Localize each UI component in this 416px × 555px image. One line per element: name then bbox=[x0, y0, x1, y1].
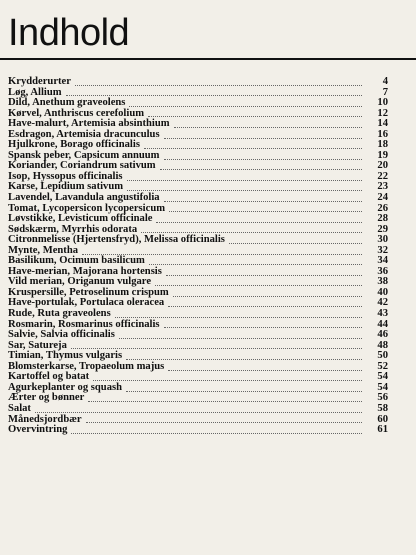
toc-entry-label: Vild merian, Origanum vulgare bbox=[8, 276, 152, 288]
table-of-contents bbox=[8, 77, 388, 436]
toc-entry-page: 42 bbox=[377, 297, 388, 309]
toc-entry-page: 52 bbox=[377, 360, 388, 372]
toc-leader-dots bbox=[86, 422, 362, 423]
toc-entry-label: Mynte, Mentha bbox=[8, 244, 79, 256]
toc-entry bbox=[8, 193, 388, 204]
toc-entry-label: Koriander, Coriandrum sativum bbox=[8, 160, 156, 172]
toc-entry-page: 24 bbox=[377, 192, 388, 204]
toc-leader-dots bbox=[156, 222, 362, 223]
toc-leader-dots bbox=[115, 317, 362, 318]
toc-entry-label: Salvie, Salvia officinalis bbox=[8, 329, 115, 341]
toc-entry-page: 38 bbox=[377, 276, 388, 288]
toc-leader-dots bbox=[166, 275, 362, 276]
toc-entry-label: Kørvel, Anthriscus cerefolium bbox=[8, 107, 145, 119]
toc-entry-page: 4 bbox=[382, 76, 388, 87]
toc-entry-label: Rosmarin, Rosmarinus officinalis bbox=[8, 318, 160, 330]
toc-leader-dots bbox=[129, 106, 362, 107]
toc-entry-label: Blomsterkarse, Tropaeolum majus bbox=[8, 360, 165, 372]
toc-entry-page: 32 bbox=[377, 244, 388, 256]
toc-leader-dots bbox=[164, 159, 362, 160]
toc-entry-label: Basilikum, Ocimum basilicum bbox=[8, 255, 145, 267]
toc-entry-page: 10 bbox=[377, 97, 388, 109]
toc-entry-page: 50 bbox=[377, 350, 388, 362]
toc-entry bbox=[8, 309, 388, 320]
toc-entry-page: 16 bbox=[377, 128, 388, 140]
toc-entry-page: 43 bbox=[377, 308, 388, 320]
toc-entry-label: Sar, Satureja bbox=[8, 339, 67, 351]
toc-entry-label: Isop, Hyssopus officinalis bbox=[8, 170, 123, 182]
toc-entry-page: 54 bbox=[377, 371, 388, 383]
toc-entry-page: 23 bbox=[377, 181, 388, 193]
toc-leader-dots bbox=[164, 327, 362, 328]
toc-entry-page: 18 bbox=[377, 139, 388, 151]
toc-leader-dots bbox=[71, 348, 362, 349]
toc-leader-dots bbox=[93, 380, 362, 381]
toc-leader-dots bbox=[168, 370, 362, 371]
toc-entry-page: 36 bbox=[377, 265, 388, 277]
toc-leader-dots bbox=[88, 401, 362, 402]
toc-entry-label: Timian, Thymus vulgaris bbox=[8, 350, 123, 362]
toc-leader-dots bbox=[164, 138, 362, 139]
toc-entry-label: Månedsjordbær bbox=[8, 413, 82, 425]
toc-entry-page: 61 bbox=[377, 424, 388, 436]
toc-leader-dots bbox=[82, 254, 362, 255]
toc-entry bbox=[8, 77, 388, 88]
toc-leader-dots bbox=[148, 116, 362, 117]
page-title: Indhold bbox=[8, 12, 130, 54]
toc-leader-dots bbox=[35, 412, 362, 413]
toc-entry-label: Hjulkrone, Borago officinalis bbox=[8, 139, 140, 151]
toc-leader-dots bbox=[144, 148, 362, 149]
toc-entry-label: Spansk peber, Capsicum annuum bbox=[8, 149, 160, 161]
toc-entry-page: 28 bbox=[377, 213, 388, 225]
toc-entry-label: Overvintring bbox=[8, 424, 68, 436]
toc-entry-page: 7 bbox=[382, 86, 388, 98]
toc-entry-page: 19 bbox=[377, 149, 388, 161]
toc-entry-label: Kruspersille, Petroselinum crispum bbox=[8, 286, 169, 298]
toc-leader-dots bbox=[149, 264, 362, 265]
toc-entry-page: 56 bbox=[377, 392, 388, 404]
toc-leader-dots bbox=[173, 296, 362, 297]
toc-entry bbox=[8, 404, 388, 415]
toc-entry-page: 26 bbox=[377, 202, 388, 214]
toc-leader-dots bbox=[75, 85, 362, 86]
toc-leader-dots bbox=[155, 285, 362, 286]
toc-entry-page: 30 bbox=[377, 234, 388, 246]
toc-entry-page: 20 bbox=[377, 160, 388, 172]
toc-entry-label: Tomat, Lycopersicon lycopersicum bbox=[8, 202, 166, 214]
toc-leader-dots bbox=[126, 359, 362, 360]
toc-entry-label: Sødskærm, Myrrhis odorata bbox=[8, 223, 138, 235]
toc-entry-label: Lavendel, Lavandula angustifolia bbox=[8, 192, 160, 204]
toc-leader-dots bbox=[169, 211, 362, 212]
toc-entry-label: Have-merian, Majorana hortensis bbox=[8, 265, 162, 277]
toc-entry-label: Ærter og bønner bbox=[8, 392, 85, 404]
toc-entry-label: Karse, Lepidium sativum bbox=[8, 181, 124, 193]
toc-leader-dots bbox=[127, 190, 362, 191]
toc-leader-dots bbox=[168, 306, 362, 307]
toc-leader-dots bbox=[126, 391, 362, 392]
toc-entry-label: Citronmelisse (Hjertensfryd), Melissa officinalis bbox=[8, 234, 225, 246]
toc-entry-label: Esdragon, Artemisia dracunculus bbox=[8, 128, 160, 140]
toc-entry-page: 58 bbox=[377, 402, 388, 414]
toc-entry-label: Løg, Allium bbox=[8, 86, 62, 98]
toc-entry-page: 29 bbox=[377, 223, 388, 235]
toc-entry bbox=[8, 393, 388, 404]
toc-entry-label: Have-portulak, Portulaca oleracea bbox=[8, 297, 165, 309]
toc-leader-dots bbox=[141, 232, 362, 233]
toc-entry-page: 14 bbox=[377, 118, 388, 130]
toc-leader-dots bbox=[127, 180, 362, 181]
toc-entry-page: 54 bbox=[377, 381, 388, 393]
toc-entry-label: Agurkeplanter og squash bbox=[8, 381, 123, 393]
toc-entry bbox=[8, 425, 388, 436]
toc-entry-label: Have-malurt, Artemisia absinthium bbox=[8, 118, 170, 130]
toc-entry-page: 48 bbox=[377, 339, 388, 351]
toc-leader-dots bbox=[160, 169, 362, 170]
toc-leader-dots bbox=[229, 243, 362, 244]
toc-leader-dots bbox=[174, 127, 362, 128]
toc-entry-page: 44 bbox=[377, 318, 388, 330]
title-underline bbox=[0, 58, 416, 60]
toc-entry-label: Løvstikke, Levisticum officinale bbox=[8, 213, 153, 225]
toc-entry-page: 60 bbox=[377, 413, 388, 425]
toc-entry-page: 22 bbox=[377, 170, 388, 182]
toc-entry-page: 46 bbox=[377, 329, 388, 341]
toc-leader-dots bbox=[71, 433, 362, 434]
toc-entry-label: Salat bbox=[8, 402, 31, 414]
toc-entry-page: 34 bbox=[377, 255, 388, 267]
toc-entry-label: Krydderurter bbox=[8, 76, 71, 87]
toc-entry-label: Kartoffel og batat bbox=[8, 371, 90, 383]
toc-entry-label: Dild, Anethum graveolens bbox=[8, 97, 126, 109]
toc-leader-dots bbox=[164, 201, 362, 202]
toc-entry-label: Rude, Ruta graveolens bbox=[8, 308, 111, 320]
toc-entry-page: 12 bbox=[377, 107, 388, 119]
toc-leader-dots bbox=[66, 95, 362, 96]
toc-entry-page: 40 bbox=[377, 286, 388, 298]
toc-leader-dots bbox=[119, 338, 362, 339]
